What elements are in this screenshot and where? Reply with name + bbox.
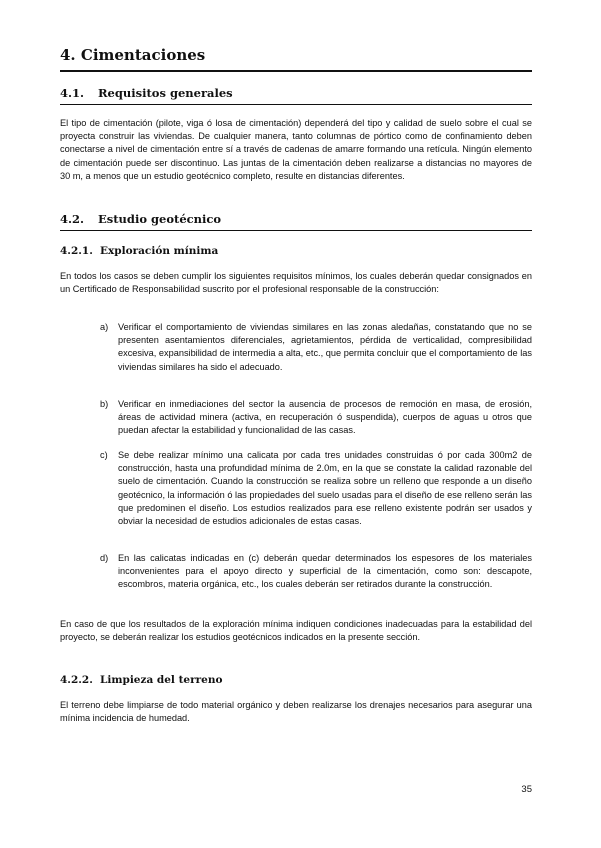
section-4-1-number: 4.1. <box>60 86 85 100</box>
list-item-text: Verificar en inmediaciones del sector la ausencia de procesos de remoción en masa, de erosión, áreas de actividad minera (activa, en recuperación ó suspendida), cuerpos de aguas u otros que puedan afectar la estabilidad y funcionalidad de las casas. <box>118 399 532 436</box>
document-page <box>60 0 532 848</box>
section-4-2-1-number: 4.2.1. <box>60 245 93 257</box>
section-4-2-number: 4.2. <box>60 212 85 226</box>
section-4-2-1-title: Exploración mínima <box>100 245 219 257</box>
section-4-2-2-body: El terreno debe limpiarse de todo material orgánico y deben realizarse los drenajes necesarios para asegurar una mínima incidencia de humedad. <box>60 700 532 724</box>
section-4-2-2-heading <box>60 674 532 686</box>
list-item-marker: a) <box>100 322 109 332</box>
section-4-2-2-number: 4.2.2. <box>60 674 93 686</box>
list-item-marker: d) <box>100 553 109 563</box>
list-item-marker: b) <box>100 399 109 409</box>
list-item-text: Verificar el comportamiento de viviendas similares en las zonas aledañas, constatando que no se presenten asentamientos diferenciales, agrietamientos, pérdida de verticalidad, compresibilidad excesiva, expansibilidad de intermedia a alta, etc., que permita concluir que el comportamiento de las viviendas similares ha sido el adecuado. <box>118 322 532 372</box>
list-item-text: En las calicatas indicadas en (c) deberán quedar determinados los espesores de los materiales inconvenientes para el apoyo directo y superficial de la cimentación, como son: descapote, escombros, materia orgánica, etc., los cuales deberán ser retirados durante la construcción. <box>118 553 532 590</box>
section-4-2-2-title: Limpieza del terreno <box>100 674 223 686</box>
section-4-2-heading <box>60 212 532 231</box>
list-item-text: Se debe realizar mínimo una calicata por cada tres unidades construidas ó por cada 300m2 de construcción, hasta una profundidad mínima de 2.0m, en la que se constate la calidad razonable del suelo de cimentación. Cuando la construcción se realiza sobre un relleno que responde a un diseño geotécnico, la información ó las propiedades del suelo usadas para el diseño de ese relleno serán las que predominen el diseño. Los estudios realizados para ese relleno existente podrán ser usados y obviar la necesidad de estudios adicionales de estas casas. <box>118 450 532 527</box>
chapter-title: 4. Cimentaciones <box>60 46 532 72</box>
section-4-2-1-intro: En todos los casos se deben cumplir los siguientes requisitos mínimos, los cuales deberán quedar consignados en un Certificado de Responsabilidad suscrito por el profesional responsable de la construcción: <box>60 271 532 295</box>
section-4-1-heading <box>60 86 532 105</box>
list-item-marker: c) <box>100 450 108 460</box>
page-number: 35 <box>521 784 532 795</box>
section-4-1-title: Requisitos generales <box>98 86 233 100</box>
section-4-2-1-closing: En caso de que los resultados de la exploración mínima indiquen condiciones inadecuadas para la estabilidad del proyecto, se deberán realizar los estudios geotécnicos indicados en la presente sección. <box>60 619 532 643</box>
section-4-1-body: El tipo de cimentación (pilote, viga ó losa de cimentación) dependerá del tipo y calidad de suelo sobre el cual se proyecta construir las viviendas. De cualquier manera, tanto columnas de pórtico como de confinamiento deben conectarse a nivel de cimentación entre sí a través de cadenas de amarre formando una retícula. Ningún elemento de cimentación puede ser discontinuo. Las juntas de la cimentación deben realizarse a distancias no mayores de 30 m, a menos que un estudio geotécnico completo, resulte en distancias diferentes. <box>60 118 532 181</box>
section-4-2-1-heading <box>60 245 532 257</box>
section-4-2-title: Estudio geotécnico <box>98 212 222 226</box>
